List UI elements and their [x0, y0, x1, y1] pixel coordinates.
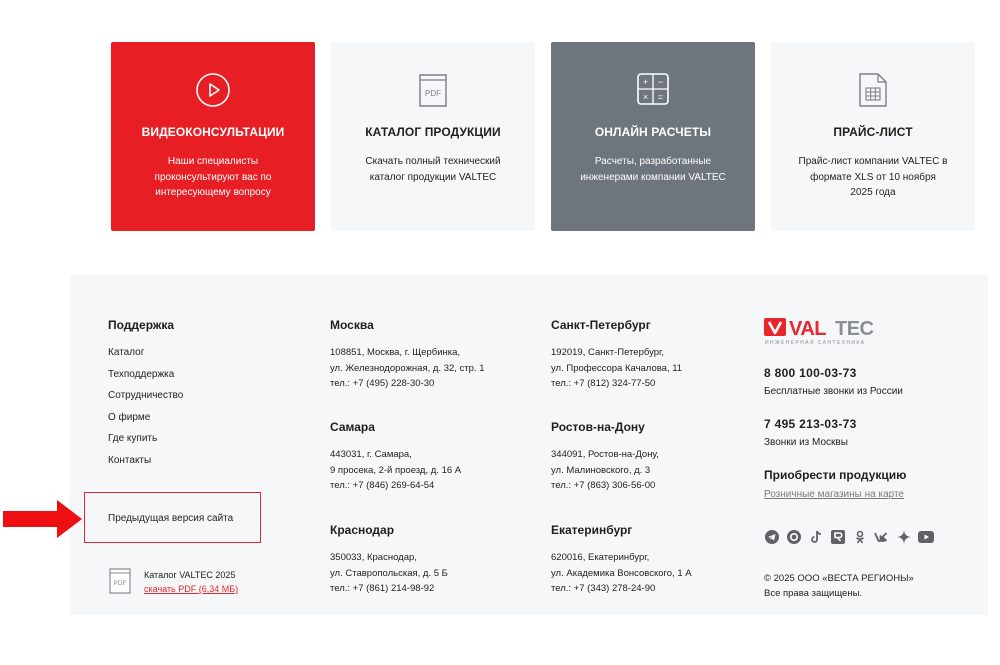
office-address: 443031, г. Самара, 9 просека, 2-й проезд, д. 16 А тел.: +7 (846) 269-64-54 [330, 449, 462, 491]
svg-text:PDF: PDF [425, 89, 441, 98]
copyright: © 2025 ООО «ВЕСТА РЕГИОНЫ» Все права защищены. [764, 573, 914, 599]
svg-text:+: + [642, 77, 649, 87]
tiktok-icon[interactable] [808, 529, 824, 545]
phone-moscow-note: Звонки из Москвы [764, 437, 848, 448]
support-heading: Поддержка [108, 318, 175, 332]
office-city: Краснодар [330, 523, 395, 537]
office-city: Москва [330, 318, 374, 332]
card-title: КАТАЛОГ ПРОДУКЦИИ [365, 125, 501, 139]
catalog-file-title: Каталог VALTEC 2025 [144, 570, 236, 580]
office-city: Самара [330, 420, 375, 434]
footer-link-catalog[interactable]: Каталог [108, 347, 145, 358]
phone-free[interactable]: 8 800 100-03-73 [764, 366, 857, 380]
svg-text:=: = [657, 92, 664, 102]
svg-text:PDF: PDF [113, 580, 127, 587]
card-title: ПРАЙС-ЛИСТ [833, 125, 913, 139]
card-online-calculations[interactable] [551, 42, 755, 231]
card-product-catalog[interactable] [331, 42, 535, 231]
office-city: Санкт-Петербург [551, 318, 651, 332]
previous-site-version-link[interactable]: Предыдущая версия сайта [108, 513, 234, 524]
telegram-icon[interactable] [764, 529, 780, 545]
phone-moscow[interactable]: 7 495 213-03-73 [764, 417, 857, 431]
card-title: ВИДЕОКОНСУЛЬТАЦИИ [141, 125, 285, 139]
office-address: 350033, Краснодар, ул. Ставропольская, д. 5 Б тел.: +7 (861) 214-98-92 [330, 552, 448, 594]
pdf-icon [109, 568, 131, 599]
svg-text:×: × [642, 92, 649, 102]
card-description: Прайс-лист компании VALTEC в формате XLS от 10 ноября 2025 года [798, 156, 948, 198]
arrow-right-icon [3, 498, 83, 545]
phone-free-note: Бесплатные звонки из России [764, 386, 903, 397]
footer-link-cooperation[interactable]: Сотрудничество [108, 390, 184, 401]
office-address: 108851, Москва, г. Щербинка, ул. Железнодорожная, д. 32, стр. 1 тел.: +7 (495) 228-30-30 [330, 347, 485, 389]
odnoklassniki-icon[interactable] [852, 529, 868, 545]
rutube-icon[interactable] [830, 529, 846, 545]
office-address: 192019, Санкт-Петербург, ул. Профессора Качалова, 11 тел.: +7 (812) 324-77-50 [551, 347, 683, 389]
buy-heading: Приобрести продукцию [764, 468, 907, 482]
vk-icon[interactable] [874, 529, 890, 545]
office-address: 344091, Ростов-на-Дону, ул. Малиновского, д. 3 тел.: +7 (863) 306-56-00 [551, 449, 659, 491]
footer-link-tech-support[interactable]: Техподдержка [108, 369, 175, 380]
footer-link-where-to-buy[interactable]: Где купить [108, 433, 158, 444]
svg-text:ИНЖЕНЕРНАЯ САНТЕХНИКА: ИНЖЕНЕРНАЯ САНТЕХНИКА [765, 340, 866, 346]
svg-text:TEC: TEC [835, 318, 874, 340]
footer-link-about[interactable]: О фирме [108, 412, 151, 423]
card-description: Наши специалисты проконсультируют вас по интересующему вопросу [154, 156, 272, 198]
card-price-list[interactable] [771, 42, 975, 231]
footer-link-contacts[interactable]: Контакты [108, 455, 152, 466]
svg-text:−: − [657, 77, 664, 87]
card-description: Скачать полный технический каталог продукции VALTEC [365, 156, 501, 183]
spreadsheet-icon [858, 72, 888, 113]
download-pdf-link[interactable]: скачать PDF (6,34 МБ) [144, 584, 239, 594]
social-links [764, 529, 934, 545]
card-title: ОНЛАЙН РАСЧЕТЫ [594, 125, 712, 139]
valtec-logo[interactable] [764, 314, 894, 351]
youtube-icon[interactable] [918, 529, 934, 545]
max-icon[interactable] [786, 529, 802, 545]
office-address: 620016, Екатеринбург, ул. Академика Вонсовского, 1 А тел.: +7 (343) 278-24-90 [551, 552, 692, 594]
play-icon [195, 72, 231, 113]
card-video-consultations[interactable] [111, 42, 315, 231]
svg-text:VAL: VAL [789, 318, 827, 340]
card-description: Расчеты, разработанные инженерами компании VALTEC [580, 156, 726, 183]
office-city: Екатеринбург [551, 523, 633, 537]
dzen-icon[interactable] [896, 529, 912, 545]
calculator-icon [636, 72, 670, 111]
retail-stores-map-link[interactable]: Розничные магазины на карте [764, 489, 904, 500]
pdf-icon [418, 72, 448, 113]
office-city: Ростов-на-Дону [551, 420, 645, 434]
